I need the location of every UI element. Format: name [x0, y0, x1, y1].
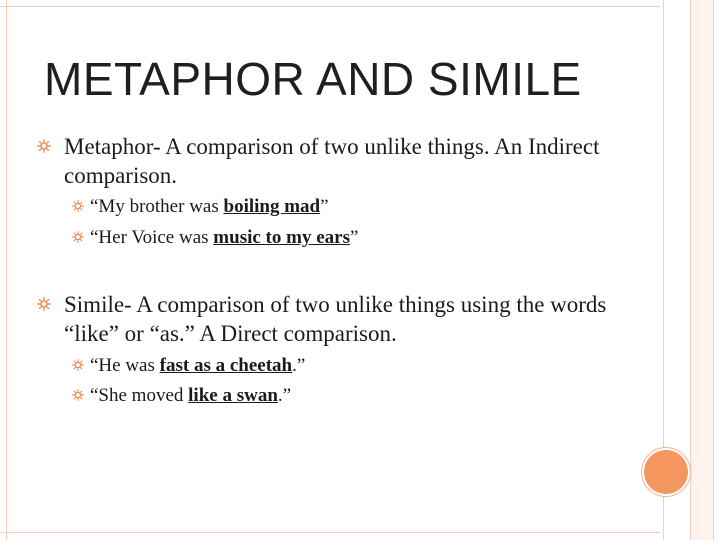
- example-metaphor-1: [90, 196, 329, 218]
- example-quote-end: .”: [292, 355, 306, 376]
- sun-icon: [37, 139, 51, 153]
- sun-icon: [72, 231, 84, 243]
- example-figurative-phrase: music to my ears: [213, 227, 350, 248]
- sun-icon: [72, 359, 84, 371]
- example-figurative-phrase: boiling mad: [223, 196, 321, 217]
- example-quote-end: .”: [277, 385, 292, 406]
- orange-circle-decoration: [642, 448, 690, 496]
- bullet-metaphor: Metaphor- A comparison of two unlike things. An Indirect comparison.: [64, 134, 600, 188]
- bullet-simile: Simile- A comparison of two unlike things using the words “like” or “as.” A Direct comparison.: [64, 292, 607, 346]
- sun-icon: [72, 200, 84, 212]
- frame-line-left: [6, 0, 7, 540]
- example-simile-2: [90, 385, 291, 407]
- example-figurative-phrase: fast as a cheetah: [159, 355, 293, 376]
- slide-title: METAPHOR AND SIMILE: [44, 53, 582, 105]
- example-simile-1: [90, 355, 305, 377]
- frame-line-right: [713, 0, 714, 540]
- sun-icon: [72, 389, 84, 401]
- sun-icon: [37, 297, 51, 311]
- example-quote-end: ”: [320, 196, 329, 217]
- example-quote-end: ”: [349, 227, 359, 248]
- example-quote: “She moved: [90, 385, 189, 406]
- frame-line-right: [690, 0, 691, 540]
- example-quote: “My brother was: [90, 196, 224, 217]
- side-band: [690, 0, 714, 540]
- frame-line-top: [0, 6, 660, 7]
- example-figurative-phrase: like a swan: [188, 385, 278, 406]
- frame-line-bottom: [0, 532, 660, 533]
- example-metaphor-2: [90, 227, 358, 249]
- example-quote: “Her Voice was: [90, 227, 214, 248]
- example-quote: “He was: [90, 355, 160, 376]
